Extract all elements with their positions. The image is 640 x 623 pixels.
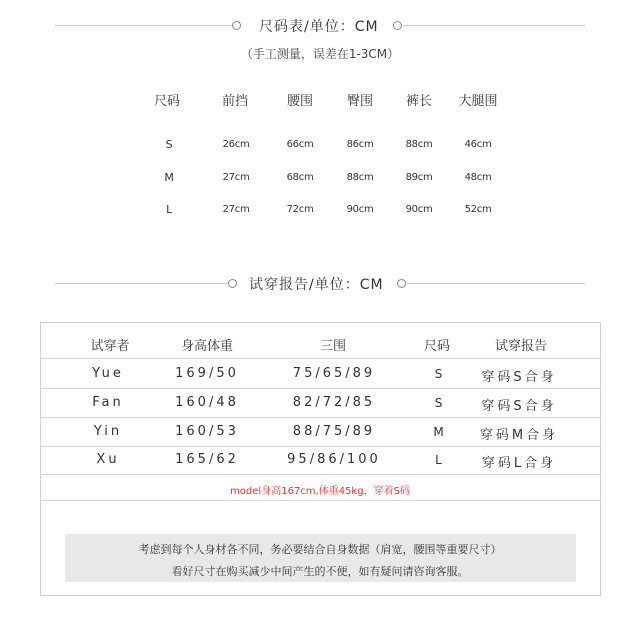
report-cell: 穿码S合身 [481, 399, 557, 414]
size-header-hip: 臀围 [346, 94, 374, 109]
hip-cell: 90cm [346, 204, 374, 215]
row-divider [40, 446, 601, 447]
waist-cell: 66cm [286, 139, 314, 150]
measurements-cell: 95/86/100 [287, 452, 381, 467]
size-cell: S [165, 138, 173, 151]
front-rise-cell: 26cm [222, 139, 250, 150]
tester-cell: Yin [93, 424, 123, 439]
tryon-title-right-line [407, 283, 585, 284]
tester-cell: Xu [96, 452, 120, 467]
tryon-header-height-weight: 身高体重 [180, 339, 234, 354]
size-cell: L [435, 453, 445, 467]
report-cell: 穿码L合身 [481, 456, 557, 471]
length-cell: 90cm [405, 204, 433, 215]
thigh-cell: 46cm [464, 139, 492, 150]
size-title-left-dot [232, 21, 241, 30]
tryon-title-left-line [55, 283, 230, 284]
height-weight-cell: 160/48 [175, 395, 239, 410]
size-cell: M [433, 425, 447, 439]
size-chart-title: 尺码表/单位：CM [259, 19, 379, 35]
row-divider [40, 500, 601, 501]
tryon-title-right-dot [397, 279, 406, 288]
measurements-cell: 82/72/85 [292, 395, 376, 410]
advice-line-1: 考虑到每个人身材各不同，务必要结合自身数据（肩宽，腰围等重要尺寸） [138, 543, 502, 556]
front-rise-cell: 27cm [222, 204, 250, 215]
tryon-header-tester: 试穿者 [90, 339, 130, 354]
advice-line-2: 看好尺寸在购买减少中间产生的不便，如有疑问请咨询客服。 [171, 565, 469, 578]
size-title-right-line [403, 25, 585, 26]
size-title-left-line [55, 25, 235, 26]
front-rise-cell: 27cm [222, 172, 250, 183]
tryon-title: 试穿报告/单位：CM [249, 277, 384, 293]
height-weight-cell: 165/62 [175, 452, 239, 467]
length-cell: 88cm [405, 139, 433, 150]
row-divider [40, 474, 601, 475]
measurements-cell: 75/65/89 [292, 366, 376, 381]
row-divider [40, 388, 601, 389]
tryon-header-report: 试穿报告 [494, 339, 548, 354]
hip-cell: 86cm [346, 139, 374, 150]
size-header-front-rise: 前挡 [221, 94, 249, 109]
thigh-cell: 48cm [464, 172, 492, 183]
tester-cell: Fan [92, 395, 124, 410]
size-header-size: 尺码 [153, 94, 181, 109]
thigh-cell: 52cm [464, 204, 492, 215]
size-cell: S [434, 367, 446, 381]
height-weight-cell: 169/50 [175, 366, 239, 381]
waist-cell: 68cm [286, 172, 314, 183]
measurements-cell: 88/75/89 [292, 424, 376, 439]
size-header-thigh: 大腿围 [458, 94, 498, 109]
size-header-waist: 腰围 [286, 94, 314, 109]
size-chart-note: （手工测量，误差在1-3CM） [240, 47, 400, 61]
size-cell: L [166, 203, 172, 216]
report-cell: 穿码S合身 [481, 370, 557, 385]
size-header-length: 裤长 [405, 94, 433, 109]
tryon-title-left-dot [228, 279, 237, 288]
waist-cell: 72cm [286, 204, 314, 215]
hip-cell: 88cm [346, 172, 374, 183]
row-divider [40, 417, 601, 418]
model-note: model身高167cm,体重45kg，穿着S码 [230, 486, 410, 497]
row-divider [40, 358, 601, 359]
tryon-header-size: 尺码 [423, 339, 451, 354]
size-cell: S [434, 396, 446, 410]
size-title-right-dot [393, 21, 402, 30]
tester-cell: Yue [92, 366, 124, 381]
report-cell: 穿码M合身 [479, 428, 559, 443]
length-cell: 89cm [405, 172, 433, 183]
size-cell: M [164, 171, 174, 184]
height-weight-cell: 160/53 [175, 424, 239, 439]
tryon-header-measurements: 三围 [319, 339, 347, 354]
